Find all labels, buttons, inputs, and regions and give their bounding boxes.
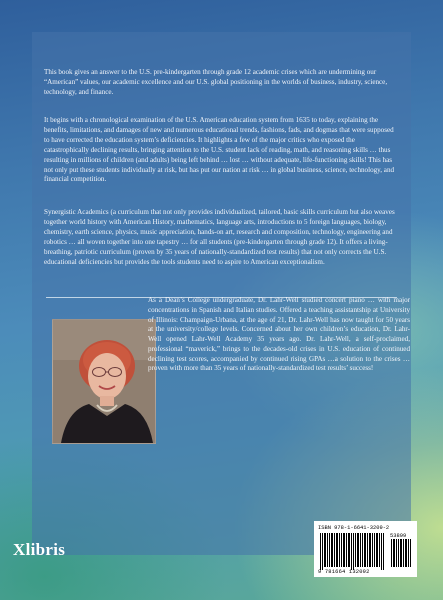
author-bio: As a Dean’s College undergraduate, Dr. Lahr-Well studied concert piano … with major concentrations in Spanish and Italian studies. Offered a teaching assistantship at University of Illinois: Champaign-Urbana, at the age of 21, Dr. Lahr-Well has now taught for 50 years at the university/college levels. Concerned about her own children’s education, Dr. Lahr-Well opened Lahr-Well Academy 35 years ago. Dr. Lahr-Well, a self-proclaimed, professional “maverick,” brings to the decades-old crises in U.S. education of continued declining test scores, accompanied by continued rising GPAs …a solution to the crises … proven with more than 35 years of nationally-standardized test results’ success! bbox=[148, 296, 410, 373]
author-portrait-icon bbox=[53, 320, 155, 443]
publisher-logo: Xlibris bbox=[13, 540, 66, 559]
isbn-label: ISBN 978-1-6641-3209-2 bbox=[318, 525, 390, 531]
back-cover-text-panel bbox=[32, 32, 411, 555]
blurb-paragraph-2: It begins with a chronological examination of the U.S. American education system from 1635 to today, explaining the benefits, limitations, and damages of new and numerous educational trends, fashions, fads, and dogmas that were supposed to have corrected the education system’s deficiencies. It highlights a few of the major critics who exposed the catastrophically declining results, bringing attention to the U.S. student lack of reading, math, and reasoning skills … thus resulting in millions of children (and adults) being left behind … lost … without adequate, life-functioning skills! This has not only put these students individually at risk, but has put our nation at risk … in global business, science, technology, and financial competition. bbox=[44, 116, 395, 184]
isbn-barcode bbox=[314, 521, 417, 577]
blurb-paragraph-1: This book gives an answer to the U.S. pre-kindergarten through grade 12 academic crises which are undermining our “American” values, our academic excellence and our U.S. global positioning in the worlds of business, industry, science, technology, and finance. bbox=[44, 68, 388, 96]
author-photo bbox=[52, 319, 156, 444]
blurb-paragraph-3: Synergistic Academics (a curriculum that not only provides individualized, tailored, basic skills curriculum but also weaves together world history with American History, mathematics, language arts, introductions to 5 foreign languages, biology, chemistry, earth science, physics, music appreciation, hands-on art, research and composition, technology, engineering and robotics … all woven together into one tapestry … for all students (pre-kindergarten through grade 12). It offers a living-breathing, patriotic curriculum (proven by 35 years of nationally-standardized test results) that not only corrects the U.S. educational deficiencies but provides the tools students need to aspire to American exceptionalism. bbox=[44, 208, 395, 266]
price-code: 53899 bbox=[390, 533, 407, 539]
barcode-number: 9 781664 132092 bbox=[318, 569, 370, 575]
